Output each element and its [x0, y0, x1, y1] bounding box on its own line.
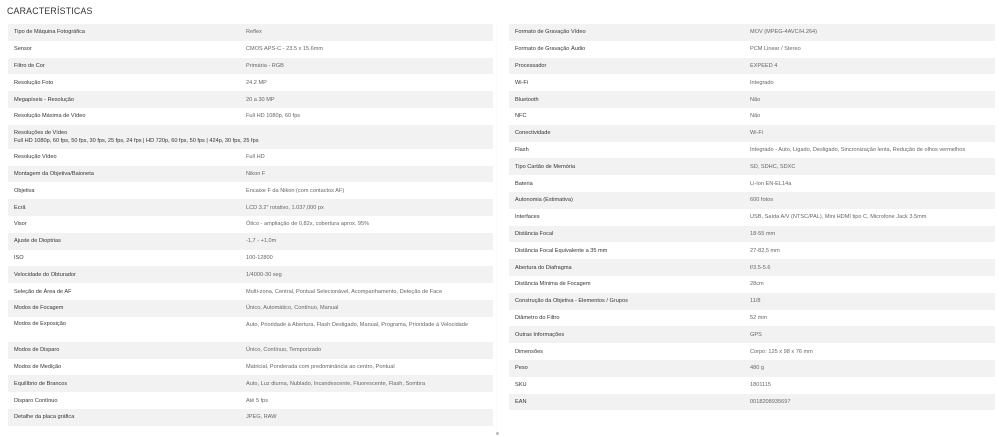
- spec-label: Velocidade do Obturador: [14, 271, 76, 278]
- spec-label: Resolução Foto: [14, 79, 54, 86]
- spec-value: 27-82,5 mm: [750, 247, 780, 254]
- spec-value: Não: [750, 113, 761, 120]
- spec-row: [509, 209, 995, 226]
- spec-label: Distância Focal: [515, 230, 554, 237]
- spec-value: Corpo: 125 x 98 x 76 mm: [750, 348, 813, 355]
- spec-label: Tipo de Máquina Fotográfica: [14, 29, 85, 36]
- spec-row: [8, 409, 493, 426]
- spec-value: Reflex: [246, 29, 262, 36]
- spec-value: MOV (MPEG-4AVC/H.264): [750, 29, 818, 36]
- spec-row: [509, 74, 995, 91]
- spec-value: 28cm: [750, 281, 764, 288]
- spec-row: [509, 394, 995, 411]
- spec-row: [8, 24, 493, 41]
- spec-row: [8, 317, 493, 342]
- spec-row: [8, 199, 493, 216]
- scroll-indicator[interactable]: [496, 432, 499, 435]
- specs-column-right: [509, 24, 995, 410]
- spec-value: LCD 3.2" rotativo, 1.037,000 px: [246, 204, 324, 211]
- spec-value: Integrado - Auto, Ligado, Desligado, Sincronização lenta, Redução de olhos vermelhos: [750, 146, 966, 153]
- spec-value: PCM Linear / Stereo: [750, 46, 801, 53]
- spec-label: Detalhe da placa gráfica: [14, 414, 75, 421]
- spec-value: CMOS APS-C - 23.5 x 15.6mm: [246, 46, 324, 53]
- spec-row: [8, 166, 493, 183]
- spec-row: [8, 58, 493, 75]
- spec-row: [509, 158, 995, 175]
- spec-value: Auto, Luz diurna, Nublado, Incandescente, Fluorescente, Flash, Sombra: [246, 380, 426, 387]
- spec-value: Primária - RGB: [246, 62, 284, 69]
- spec-label: Tipo Cartão de Memória: [515, 163, 576, 170]
- spec-value: Li-Ion EN-EL14a: [750, 180, 792, 187]
- spec-label: Sensor: [14, 46, 32, 53]
- spec-row: [509, 175, 995, 192]
- spec-row: [509, 24, 995, 41]
- spec-label: Diâmetro do Filtro: [515, 314, 560, 321]
- spec-value: Multi-zona, Central, Pontual Selecionável, Acompanhamento, Deteção de Face: [246, 288, 443, 295]
- spec-label: Modos de Focagem: [14, 305, 64, 312]
- spec-value: 20 a 30 MP: [246, 96, 275, 103]
- spec-row: [509, 343, 995, 360]
- spec-label: SKU: [515, 382, 527, 389]
- spec-value: Único, Contínuo, Temporizado: [246, 347, 322, 354]
- spec-row: [509, 142, 995, 159]
- spec-label: Flash: [515, 146, 529, 153]
- spec-value: 0018208935697: [750, 398, 791, 405]
- spec-value: Auto, Prioridade à Abertura, Flash Desligado, Manual, Programa, Prioridade à Velocidade: [246, 321, 469, 328]
- spec-value: f/3.5-5.6: [750, 264, 771, 271]
- spec-row: [8, 91, 493, 108]
- section-title: CARACTERÍSTICAS: [7, 6, 93, 16]
- spec-label: Construção da Objetiva - Elementos / Grupos: [515, 298, 628, 305]
- spec-value: 52 mm: [750, 314, 768, 321]
- spec-label-video-resolutions: [14, 129, 494, 145]
- spec-label: Bluetooth: [515, 96, 539, 103]
- spec-label: Visor: [14, 221, 27, 228]
- spec-value: Integrado: [750, 79, 774, 86]
- spec-value: 480 g: [750, 365, 764, 372]
- spec-label: Ajuste de Dioptrias: [14, 238, 61, 245]
- spec-row: [509, 310, 995, 327]
- spec-row: [8, 41, 493, 58]
- spec-label: EAN: [515, 398, 527, 405]
- spec-label: Modos de Medição: [14, 363, 62, 370]
- spec-label: Objetiva: [14, 187, 35, 194]
- spec-value: 1/4000-30 seg: [246, 271, 282, 278]
- spec-row: [509, 276, 995, 293]
- spec-value: 100-12800: [246, 254, 273, 261]
- spec-row: [8, 233, 493, 250]
- spec-value: USB, Saída A/V (NTSC/PAL), Mini HDMI tipo C, Microfone Jack 3.5mm: [750, 214, 927, 221]
- spec-label: Interfaces: [515, 214, 540, 221]
- spec-row: [509, 259, 995, 276]
- spec-value: Full HD: [246, 154, 265, 161]
- spec-value: Único, Automático, Contínuo, Manual: [246, 305, 339, 312]
- spec-label: Modos de Exposição: [14, 320, 66, 327]
- spec-row: [509, 293, 995, 310]
- spec-label: Formato de Gravação Vídeo: [515, 29, 586, 36]
- spec-label: Seleção de Área de AF: [14, 288, 72, 295]
- spec-value: GPS: [750, 331, 762, 338]
- spec-label: Resolução Máxima de Vídeo: [14, 113, 86, 120]
- spec-row: [8, 108, 493, 125]
- column-divider: [496, 24, 497, 434]
- spec-row: [8, 283, 493, 300]
- spec-value: Wi-Fi: [750, 130, 764, 137]
- spec-label: Dimensões: [515, 348, 543, 355]
- spec-row: [509, 41, 995, 58]
- spec-value: Não: [750, 96, 761, 103]
- spec-row: [8, 149, 493, 166]
- spec-label: Distância Mínima de Focagem: [515, 281, 591, 288]
- spec-value: EXPEED 4: [750, 62, 778, 69]
- spec-row: [8, 266, 493, 283]
- spec-row: [8, 125, 493, 149]
- spec-row: [8, 359, 493, 376]
- spec-value: 18-55 mm: [750, 230, 776, 237]
- spec-row: [509, 326, 995, 343]
- spec-value: Nikon F: [246, 170, 266, 177]
- spec-value: 24.2 MP: [246, 79, 267, 86]
- spec-label: Formato de Gravação Áudio: [515, 46, 586, 53]
- spec-row: [8, 74, 493, 91]
- spec-row: [8, 300, 493, 317]
- spec-label: Bateria: [515, 180, 533, 187]
- spec-row: [509, 377, 995, 394]
- spec-label: Filtro de Cor: [14, 62, 45, 69]
- spec-value: Até 5 fps: [246, 397, 269, 404]
- spec-value: Full HD 1080p, 60 fps, 50 fps, 30 fps, 25 fps, 24 fps | HD 720p, 60 fps, 50 fps | 424p, 30 fps, 25 fps: [14, 137, 259, 144]
- spec-label: Wi-Fi: [515, 79, 529, 86]
- spec-value: 11/8: [750, 298, 761, 305]
- spec-row: [509, 108, 995, 125]
- spec-row: [509, 242, 995, 259]
- spec-label: Modos de Disparo: [14, 347, 60, 354]
- spec-label: ISO: [14, 254, 24, 261]
- spec-row: [509, 192, 995, 209]
- spec-label: NFC: [515, 113, 527, 120]
- spec-label: Autonomia (Estimativa): [515, 197, 573, 204]
- spec-value: Ótico - ampliação de 0,82x, cobertura aprox. 95%: [246, 221, 370, 228]
- spec-label: Montagem da Objetiva/Baioneta: [14, 170, 94, 177]
- spec-label: Peso: [515, 365, 528, 372]
- spec-row: [509, 58, 995, 75]
- spec-row: [8, 250, 493, 267]
- spec-value: SD, SDHC, SDXC: [750, 163, 796, 170]
- spec-row: [8, 392, 493, 409]
- spec-row: [8, 182, 493, 199]
- spec-row: [8, 342, 493, 359]
- spec-value: JPEG, RAW: [246, 414, 277, 421]
- spec-row: [8, 375, 493, 392]
- spec-label: Megapíxeis - Resolução: [14, 96, 75, 103]
- spec-value: 1801115: [750, 382, 771, 389]
- spec-value: 600 fotos: [750, 197, 774, 204]
- spec-value: Full HD 1080p, 60 fps: [246, 113, 301, 120]
- spec-row: [509, 226, 995, 243]
- spec-label: Distância Focal Equivalente a 35 mm: [515, 247, 608, 254]
- spec-row: [509, 125, 995, 142]
- spec-row: [509, 91, 995, 108]
- spec-label: Resoluções de Vídeo: [14, 129, 68, 136]
- spec-row: [8, 216, 493, 233]
- specs-column-left: [8, 24, 493, 426]
- spec-row: [509, 360, 995, 377]
- spec-label: Conectividade: [515, 130, 551, 137]
- spec-value: Encaixe F da Nikon (com contactos AF): [246, 187, 345, 194]
- spec-label: Abertura do Diafragma: [515, 264, 572, 271]
- spec-label: Equilíbrio de Brancos: [14, 380, 68, 387]
- spec-value: Matricial, Ponderada com predominância ao centro, Pontual: [246, 363, 395, 370]
- spec-value: -1,7 - +1,0m: [246, 238, 277, 245]
- spec-label: Resolução Vídeo: [14, 154, 57, 161]
- spec-label: Outras Informações: [515, 331, 565, 338]
- spec-label: Disparo Contínuo: [14, 397, 58, 404]
- spec-label: Ecrã: [14, 204, 26, 211]
- spec-label: Processador: [515, 62, 547, 69]
